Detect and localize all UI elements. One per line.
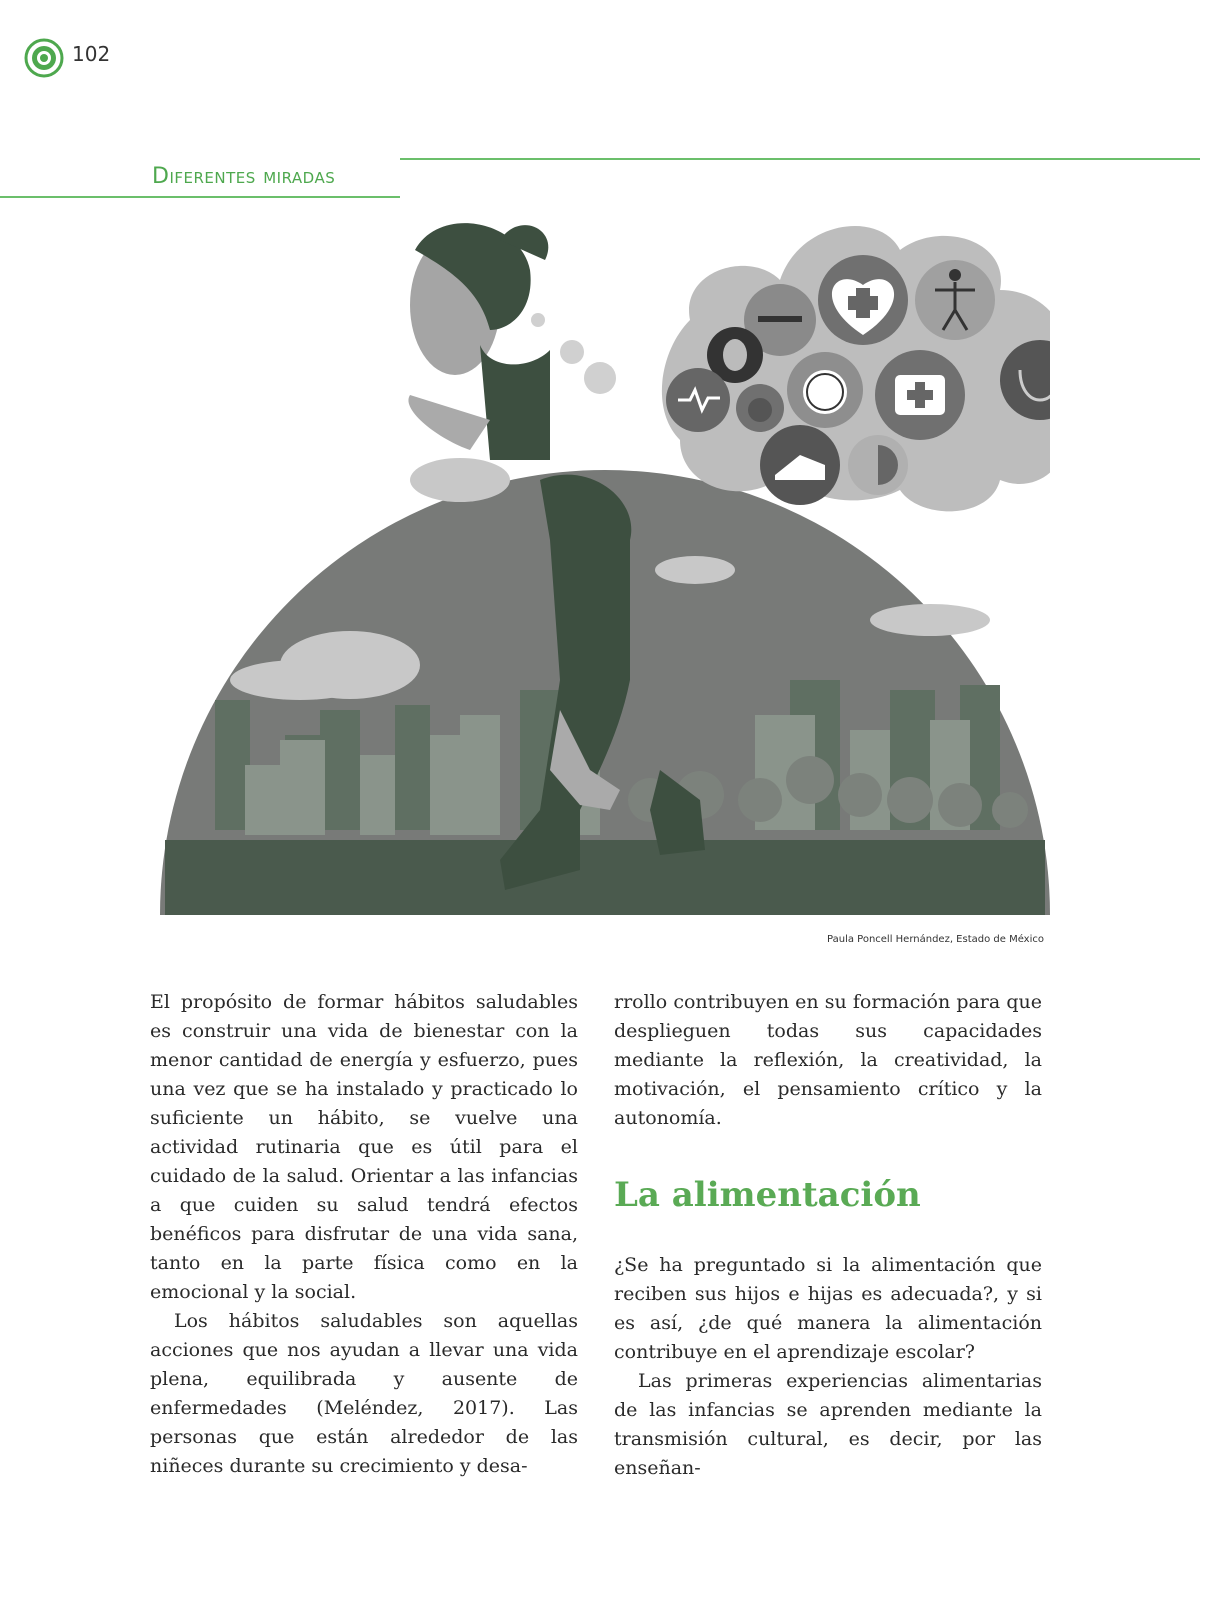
ground <box>165 840 1045 915</box>
runner-illustration <box>160 210 1050 930</box>
paragraph: Las primeras experiencias alimentarias de las infancias se aprenden mediante la transmisión cultural, es decir, por las enseñan- <box>614 1370 1042 1479</box>
text-column-left <box>150 988 578 1481</box>
paragraph: rrollo contribuyen en su formación para que desplieguen todas sus capacidades mediante la reflexión, la creatividad, la motivación, el pensamiento crítico y la autonomía. <box>614 991 1042 1129</box>
section-label: Diferentes miradas <box>152 164 336 189</box>
text-column-right <box>614 988 1042 1483</box>
book-logo-icon <box>24 38 64 78</box>
header-rule-right <box>400 158 1200 160</box>
page-number: 102 <box>72 42 111 66</box>
section-heading: La alimentación <box>614 1175 921 1215</box>
paragraph: ¿Se ha preguntado si la alimentación que reciben sus hijos e hijas es adecuada?, y si es así, ¿de qué manera la alimentación contribuye en el aprendizaje escolar? <box>614 1254 1042 1363</box>
header-rule-left <box>0 196 400 198</box>
illustration-credit: Paula Poncell Hernández, Estado de México <box>827 934 1044 945</box>
paragraph: El propósito de formar hábitos saludables es construir una vida de bienestar con la menor cantidad de energía y esfuerzo, pues una vez que se ha instalado y practicado lo suficiente un hábito, se vuelve una actividad rutinaria que es útil para el cuidado de la salud. Orientar a las infancias a que cuiden su salud tendrá efectos benéficos para disfrutar de una vida sana, tanto en la parte física como en la emocional y la social. <box>150 991 578 1303</box>
paragraph: Los hábitos saludables son aquellas acciones que nos ayudan a llevar una vida plena, equilibrada y ausente de enfermedades (Meléndez, 2017). Las personas que están alrededor de las niñeces durante su crecimiento y desa- <box>150 1310 578 1477</box>
